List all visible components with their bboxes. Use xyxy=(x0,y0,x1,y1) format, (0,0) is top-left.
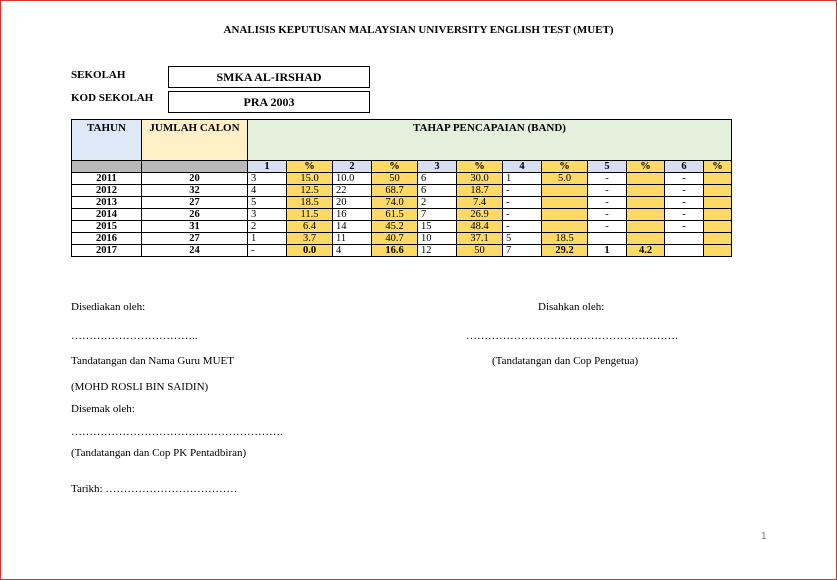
sub-band-2: 2 xyxy=(333,161,372,173)
band-cell: 3 xyxy=(248,173,287,185)
sub-band-3: 3 xyxy=(418,161,457,173)
header-year: TAHUN xyxy=(72,120,142,161)
band-cell: 4 xyxy=(248,185,287,197)
teacher-name: (MOHD ROSLI BIN SAIDIN) xyxy=(71,381,209,393)
band-cell: 15 xyxy=(418,221,457,233)
band-cell xyxy=(588,233,627,245)
candidates-cell: 27 xyxy=(142,233,248,245)
band-cell xyxy=(542,221,588,233)
band-cell: 26.9 xyxy=(457,209,503,221)
band-cell: 3.7 xyxy=(287,233,333,245)
band-cell: 61.5 xyxy=(372,209,418,221)
year-cell: 2017 xyxy=(72,245,142,257)
band-cell xyxy=(627,221,665,233)
year-cell: 2012 xyxy=(72,185,142,197)
band-cell xyxy=(704,233,732,245)
band-cell: 18.7 xyxy=(457,185,503,197)
candidates-cell: 27 xyxy=(142,197,248,209)
band-cell: - xyxy=(665,173,704,185)
band-cell: 2 xyxy=(248,221,287,233)
band-cell: 37.1 xyxy=(457,233,503,245)
band-cell xyxy=(665,245,704,257)
band-cell: - xyxy=(248,245,287,257)
sub-band-1: 1 xyxy=(248,161,287,173)
band-cell: 74.0 xyxy=(372,197,418,209)
candidates-cell: 32 xyxy=(142,185,248,197)
band-cell: 29.2 xyxy=(542,245,588,257)
candidates-cell: 31 xyxy=(142,221,248,233)
band-cell: 5 xyxy=(248,197,287,209)
band-cell: 1 xyxy=(503,173,542,185)
band-cell: 50 xyxy=(372,173,418,185)
teacher-signature-caption: Tandatangan dan Nama Guru MUET xyxy=(71,355,234,367)
band-cell xyxy=(704,173,732,185)
band-cell: 0.0 xyxy=(287,245,333,257)
band-cell: - xyxy=(503,221,542,233)
band-cell xyxy=(704,209,732,221)
principal-signature-caption: (Tandatangan dan Cop Pengetua) xyxy=(492,355,639,367)
band-cell: 5 xyxy=(503,233,542,245)
approved-signature-line: …………………………………………………. xyxy=(466,330,678,342)
band-cell: 5.0 xyxy=(542,173,588,185)
band-cell: 3 xyxy=(248,209,287,221)
table-row xyxy=(72,233,732,245)
sub-pct-4: % xyxy=(542,161,588,173)
sub-pct-1: % xyxy=(287,161,333,173)
band-cell: 4.2 xyxy=(627,245,665,257)
page-title: ANALISIS KEPUTUSAN MALAYSIAN UNIVERSITY ENGLISH TEST (MUET) xyxy=(223,24,614,36)
band-cell: - xyxy=(665,185,704,197)
table-row xyxy=(72,185,732,197)
table-row xyxy=(72,221,732,233)
band-cell: 7 xyxy=(503,245,542,257)
band-cell xyxy=(665,233,704,245)
band-cell: 7.4 xyxy=(457,197,503,209)
sub-band-5: 5 xyxy=(588,161,627,173)
band-cell: 68.7 xyxy=(372,185,418,197)
results-table xyxy=(71,119,732,257)
band-cell: 30.0 xyxy=(457,173,503,185)
band-cell: 16.6 xyxy=(372,245,418,257)
prepared-by-label: Disediakan oleh: xyxy=(71,301,146,313)
band-cell xyxy=(627,185,665,197)
band-cell: 1 xyxy=(248,233,287,245)
band-cell xyxy=(542,197,588,209)
band-cell: 15.0 xyxy=(287,173,333,185)
school-label: SEKOLAH xyxy=(71,69,126,81)
band-cell: 50 xyxy=(457,245,503,257)
sub-pct-6: % xyxy=(704,161,732,173)
band-cell xyxy=(542,209,588,221)
band-cell: 18.5 xyxy=(287,197,333,209)
band-cell: 4 xyxy=(333,245,372,257)
band-cell: 45.2 xyxy=(372,221,418,233)
band-cell: - xyxy=(588,173,627,185)
band-cell: - xyxy=(665,221,704,233)
band-cell: 6.4 xyxy=(287,221,333,233)
checked-by-label: Disemak oleh: xyxy=(71,403,135,415)
header-candidates: JUMLAH CALON xyxy=(142,120,248,161)
band-cell: 22 xyxy=(333,185,372,197)
band-cell xyxy=(542,185,588,197)
band-cell: 2 xyxy=(418,197,457,209)
band-cell: 18.5 xyxy=(542,233,588,245)
band-cell xyxy=(627,173,665,185)
year-cell: 2014 xyxy=(72,209,142,221)
sub-band-6: 6 xyxy=(665,161,704,173)
band-cell: - xyxy=(503,197,542,209)
band-cell: 7 xyxy=(418,209,457,221)
band-cell: 20 xyxy=(333,197,372,209)
band-cell: 6 xyxy=(418,173,457,185)
table-row xyxy=(72,245,732,257)
candidates-cell: 20 xyxy=(142,173,248,185)
table-row xyxy=(72,173,732,185)
band-cell xyxy=(704,221,732,233)
year-cell: 2011 xyxy=(72,173,142,185)
admin-signature-caption: (Tandatangan dan Cop PK Pentadbiran) xyxy=(71,447,247,459)
band-cell: 6 xyxy=(418,185,457,197)
band-cell: 10 xyxy=(418,233,457,245)
header-band: TAHAP PENCAPAIAN (BAND) xyxy=(248,120,732,161)
band-cell xyxy=(627,233,665,245)
sub-band-4: 4 xyxy=(503,161,542,173)
band-cell xyxy=(704,245,732,257)
approved-by-label: Disahkan oleh: xyxy=(538,301,605,313)
band-cell xyxy=(704,185,732,197)
table-subheader xyxy=(72,161,732,173)
school-name-box: SMKA AL-IRSHAD xyxy=(168,66,370,88)
band-cell: 14 xyxy=(333,221,372,233)
band-cell: 11 xyxy=(333,233,372,245)
table-row xyxy=(72,197,732,209)
band-cell: - xyxy=(588,185,627,197)
candidates-cell: 26 xyxy=(142,209,248,221)
band-cell: - xyxy=(588,221,627,233)
band-cell: - xyxy=(665,209,704,221)
year-cell: 2016 xyxy=(72,233,142,245)
band-cell: - xyxy=(588,209,627,221)
school-code-box: PRA 2003 xyxy=(168,91,370,113)
year-cell: 2013 xyxy=(72,197,142,209)
school-code-label: KOD SEKOLAH xyxy=(71,92,154,104)
date-field: Tarikh: ……………………………… xyxy=(71,483,238,495)
band-cell xyxy=(627,209,665,221)
band-cell: 11.5 xyxy=(287,209,333,221)
sub-pct-3: % xyxy=(457,161,503,173)
page-number: 1 xyxy=(761,531,767,542)
band-cell: - xyxy=(665,197,704,209)
band-cell: - xyxy=(588,197,627,209)
band-cell: 40.7 xyxy=(372,233,418,245)
band-cell: 48.4 xyxy=(457,221,503,233)
band-cell: - xyxy=(503,185,542,197)
band-cell xyxy=(627,197,665,209)
sub-pct-2: % xyxy=(372,161,418,173)
prepared-signature-line: …………………………….. xyxy=(71,330,198,342)
candidates-cell: 24 xyxy=(142,245,248,257)
year-cell: 2015 xyxy=(72,221,142,233)
band-cell: - xyxy=(503,209,542,221)
table-header xyxy=(72,120,732,161)
sub-pct-5: % xyxy=(627,161,665,173)
band-cell xyxy=(704,197,732,209)
band-cell: 12 xyxy=(418,245,457,257)
band-cell: 10.0 xyxy=(333,173,372,185)
band-cell: 16 xyxy=(333,209,372,221)
band-cell: 12.5 xyxy=(287,185,333,197)
checked-signature-line: …………………………………………………. xyxy=(71,426,283,438)
band-cell: 1 xyxy=(588,245,627,257)
table-row xyxy=(72,209,732,221)
